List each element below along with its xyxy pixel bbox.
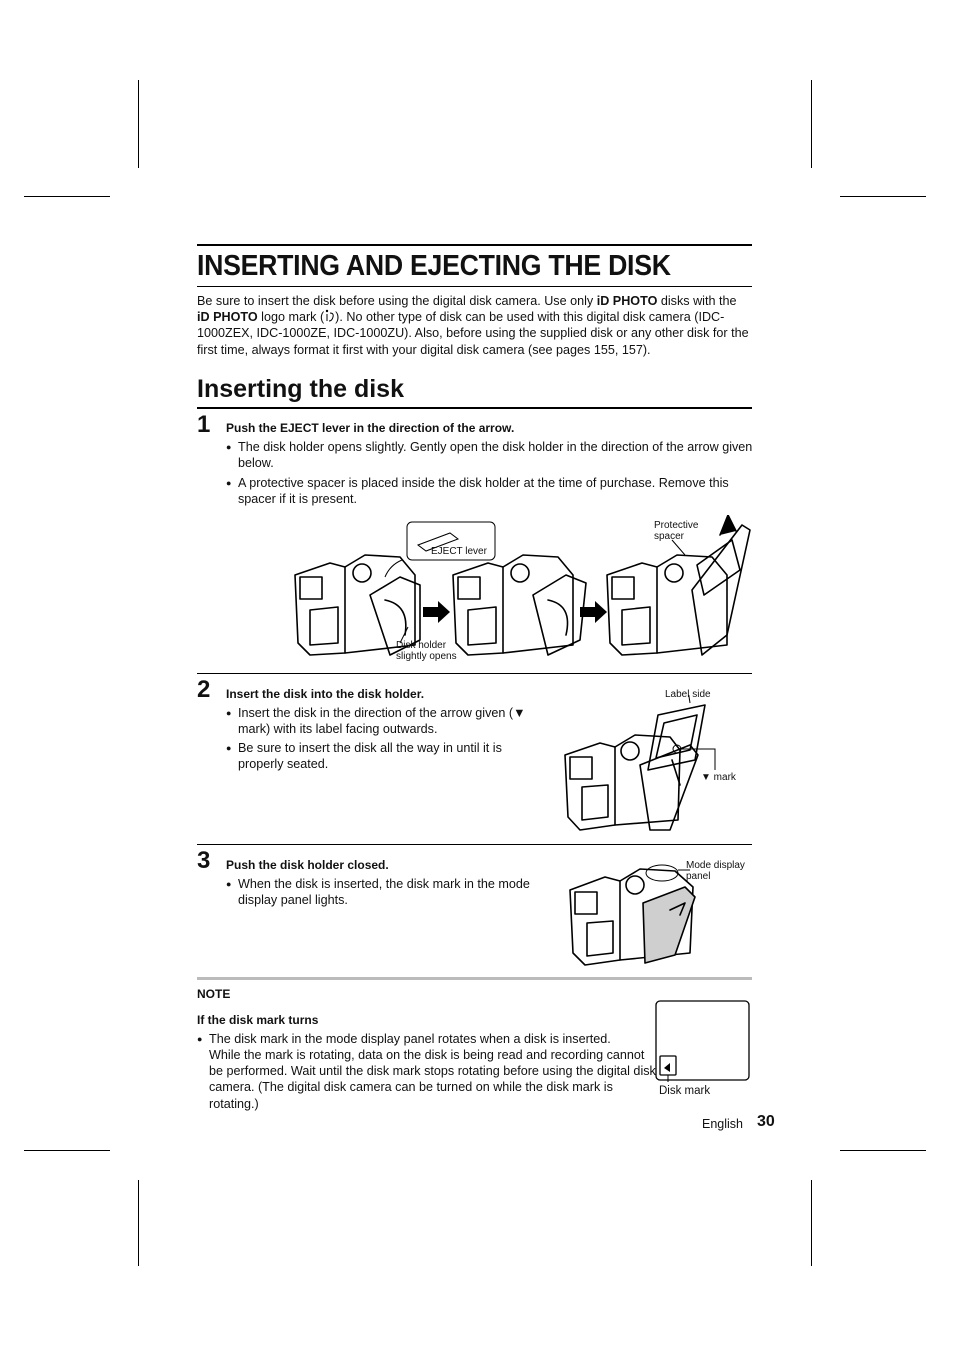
step3-illustration <box>565 855 755 973</box>
page-title <box>197 244 752 287</box>
crop-mark <box>811 1180 812 1266</box>
step1-illustration <box>290 515 755 665</box>
intro-text: Be sure to insert the disk before using the digital disk camera. Use only <box>197 294 597 308</box>
eject-lever-label: EJECT lever <box>431 546 487 557</box>
crop-mark <box>24 1150 110 1151</box>
step-bullet: ● Be sure to insert the disk all the way in until it is properly seated. <box>226 740 538 772</box>
step-number: 2 <box>197 676 211 703</box>
mode-display-panel <box>655 1000 751 1082</box>
step2-illustration <box>560 695 755 835</box>
crop-mark <box>811 80 812 168</box>
page-title-text: INSERTING AND EJECTING THE DISK <box>197 250 671 282</box>
footer-language: English <box>702 1117 743 1131</box>
step-number: 3 <box>197 847 211 874</box>
crop-mark <box>24 196 110 197</box>
step-heading: Push the disk holder closed. <box>226 858 389 872</box>
step-divider <box>197 673 752 674</box>
protective-spacer-label: Protective <box>654 520 699 531</box>
note-text: While the mark is rotating, data on the disk is being read and recording cannot be performed. Wait until the disk mark stops rotating before using the digital disk camera. (The digital disk camera can be turned on while the disk mark is rotating.) <box>209 1048 656 1111</box>
crop-mark <box>840 196 926 197</box>
step-heading: Push the EJECT lever in the direction of the arrow. <box>226 421 515 435</box>
step-divider <box>197 844 752 845</box>
disk-mark-label: Disk mark <box>659 1085 711 1097</box>
note-divider <box>197 977 752 980</box>
disk-holder-label: slightly opens <box>396 651 457 662</box>
step-heading: Insert the disk into the disk holder. <box>226 687 425 701</box>
mark-label: ▼ mark <box>701 772 736 783</box>
crop-mark <box>138 1180 139 1266</box>
protective-spacer-label: spacer <box>654 531 685 542</box>
disk-holder-label: Disk holder <box>396 640 447 651</box>
mode-display-label: panel <box>686 871 711 882</box>
label-side-label: Label side <box>665 689 711 700</box>
crop-mark <box>840 1150 926 1151</box>
step-number: 1 <box>197 411 211 438</box>
page-number: 30 <box>757 1113 775 1130</box>
note-label: NOTE <box>197 987 231 1001</box>
crop-mark <box>138 80 139 168</box>
disk-mark-icon <box>660 1056 676 1075</box>
step-bullet: ● The disk holder opens slightly. Gently open the disk holder in the direction of the arrow given below. <box>226 439 753 471</box>
note-bullet: ● The disk mark in the mode display panel rotates when a disk is inserted. <box>197 1031 669 1047</box>
mode-display-label: Mode display <box>686 860 745 871</box>
id-photo-logo-icon <box>324 309 335 323</box>
step-bullet: ● A protective spacer is placed inside the disk holder at the time of purchase. Remove this spacer if it is present. <box>226 475 753 507</box>
intro-paragraph <box>197 293 757 358</box>
intro-brand: iD PHOTO <box>596 294 658 308</box>
intro-text: ). No other type of disk can be used with this digital disk camera (IDC-1000ZEX, IDC-1000ZE, IDC-1000ZU). Also, before using the supplied disk or any other disk for the first time, always format it first with your digital disk camera (see pages 155, 157). <box>197 310 749 357</box>
step-bullet: ● When the disk is inserted, the disk mark in the mode display panel lights. <box>226 876 538 908</box>
intro-text: logo mark ( <box>257 310 325 325</box>
intro-text: disks with the <box>657 294 737 308</box>
intro-brand: iD PHOTO <box>197 310 258 325</box>
section-title: Inserting the disk <box>197 374 752 409</box>
note-heading: If the disk mark turns <box>197 1013 319 1027</box>
step-bullet: ● Insert the disk in the direction of the arrow given (▼ mark) with its label facing outwards. <box>226 705 538 737</box>
